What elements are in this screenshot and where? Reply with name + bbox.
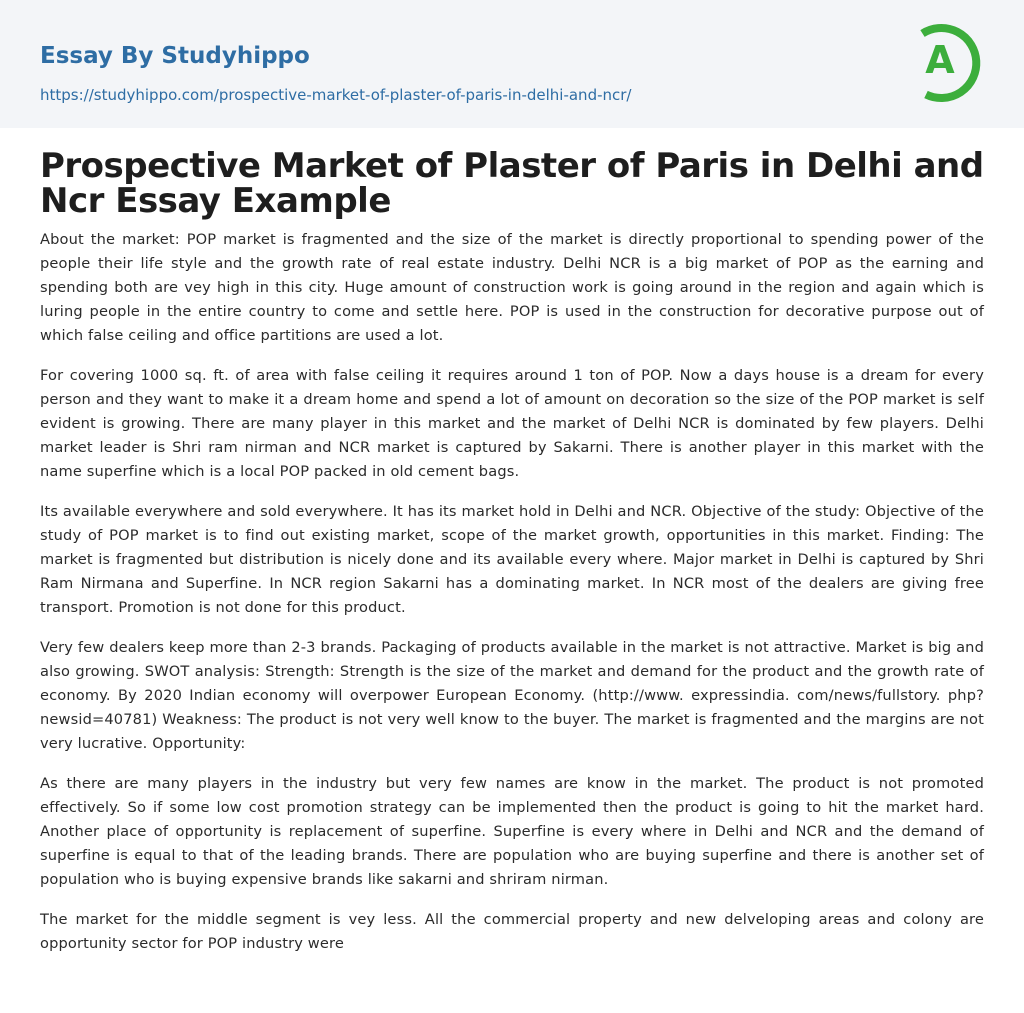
article-paragraph: Its available everywhere and sold everywhere. It has its market hold in Delhi and NCR. Objective of the study: Objective of the study of POP market is to find out existing market, scope of the market growth, opportunities in this market. Finding: The market is fragmented but distribution is nicely done and its available every where. Major market in Delhi is captured by Shri Ram Nirmana and Superfine. In NCR region Sakarni has a dominating market. In NCR most of the dealers are giving free transport. Promotion is not done for this product. — [40, 503, 984, 616]
article-paragraph: As there are many players in the industry but very few names are know in the market. The product is not promoted effectively. So if some low cost promotion strategy can be implemented then the product is going to hit the market hard. Another place of opportunity is replacement of superfine. Superfine is every where in Delhi and NCR and the demand of superfine is equal to that of the leading brands. There are population who are buying superfine and there is another set of population who is buying expensive brands like sakarni and shriram nirman. — [40, 775, 984, 888]
article-url-link[interactable]: https://studyhippo.com/prospective-market-of-plaster-of-paris-in-delhi-and-ncr/ — [40, 86, 632, 104]
site-header — [0, 0, 1024, 128]
studyhippo-logo-icon[interactable] — [912, 19, 986, 105]
article-paragraph: The market for the middle segment is vey less. All the commercial property and new delveloping areas and colony are opportunity sector for POP industry were — [40, 911, 984, 952]
logo-letter: A — [925, 38, 955, 82]
article-paragraph: Very few dealers keep more than 2-3 brands. Packaging of products available in the market is not attractive. Market is big and also growing. SWOT analysis: Strength: Strength is the size of the market and demand for the product and the growth rate of economy. By 2020 Indian economy will overpower European Economy. (http://www. expressindia. com/news/fullstory. php? newsid=40781) Weakness: The product is not very well know to the buyer. The market is fragmented and the margins are not very lucrative. Opportunity: — [40, 639, 984, 752]
article-paragraph: For covering 1000 sq. ft. of area with false ceiling it requires around 1 ton of POP. Now a days house is a dream for every person and they want to make it a dream home and spend a lot of amount on decoration so the size of the POP market is self evident is growing. There are many player in this market and the market of Delhi NCR is dominated by few players. Delhi market leader is Shri ram nirman and NCR market is captured by Sakarni. There is another player in this market with the name superfine which is a local POP packed in old cement bags. — [40, 367, 984, 480]
site-brand[interactable]: Essay By Studyhippo — [40, 43, 310, 69]
article-body — [40, 228, 984, 972]
article-paragraph: About the market: POP market is fragmented and the size of the market is directly proportional to spending power of the people their life style and the growth rate of real estate industry. Delhi NCR is a big market of POP as the earning and spending both are vey high in this city. Huge amount of construction work is going around in the region and again which is luring people in the entire country to come and settle here. POP is used in the construction for decorative purpose out of which false ceiling and office partitions are used a lot. — [40, 231, 984, 344]
page-title: Prospective Market of Plaster of Paris in Delhi and Ncr Essay Example — [40, 146, 984, 221]
